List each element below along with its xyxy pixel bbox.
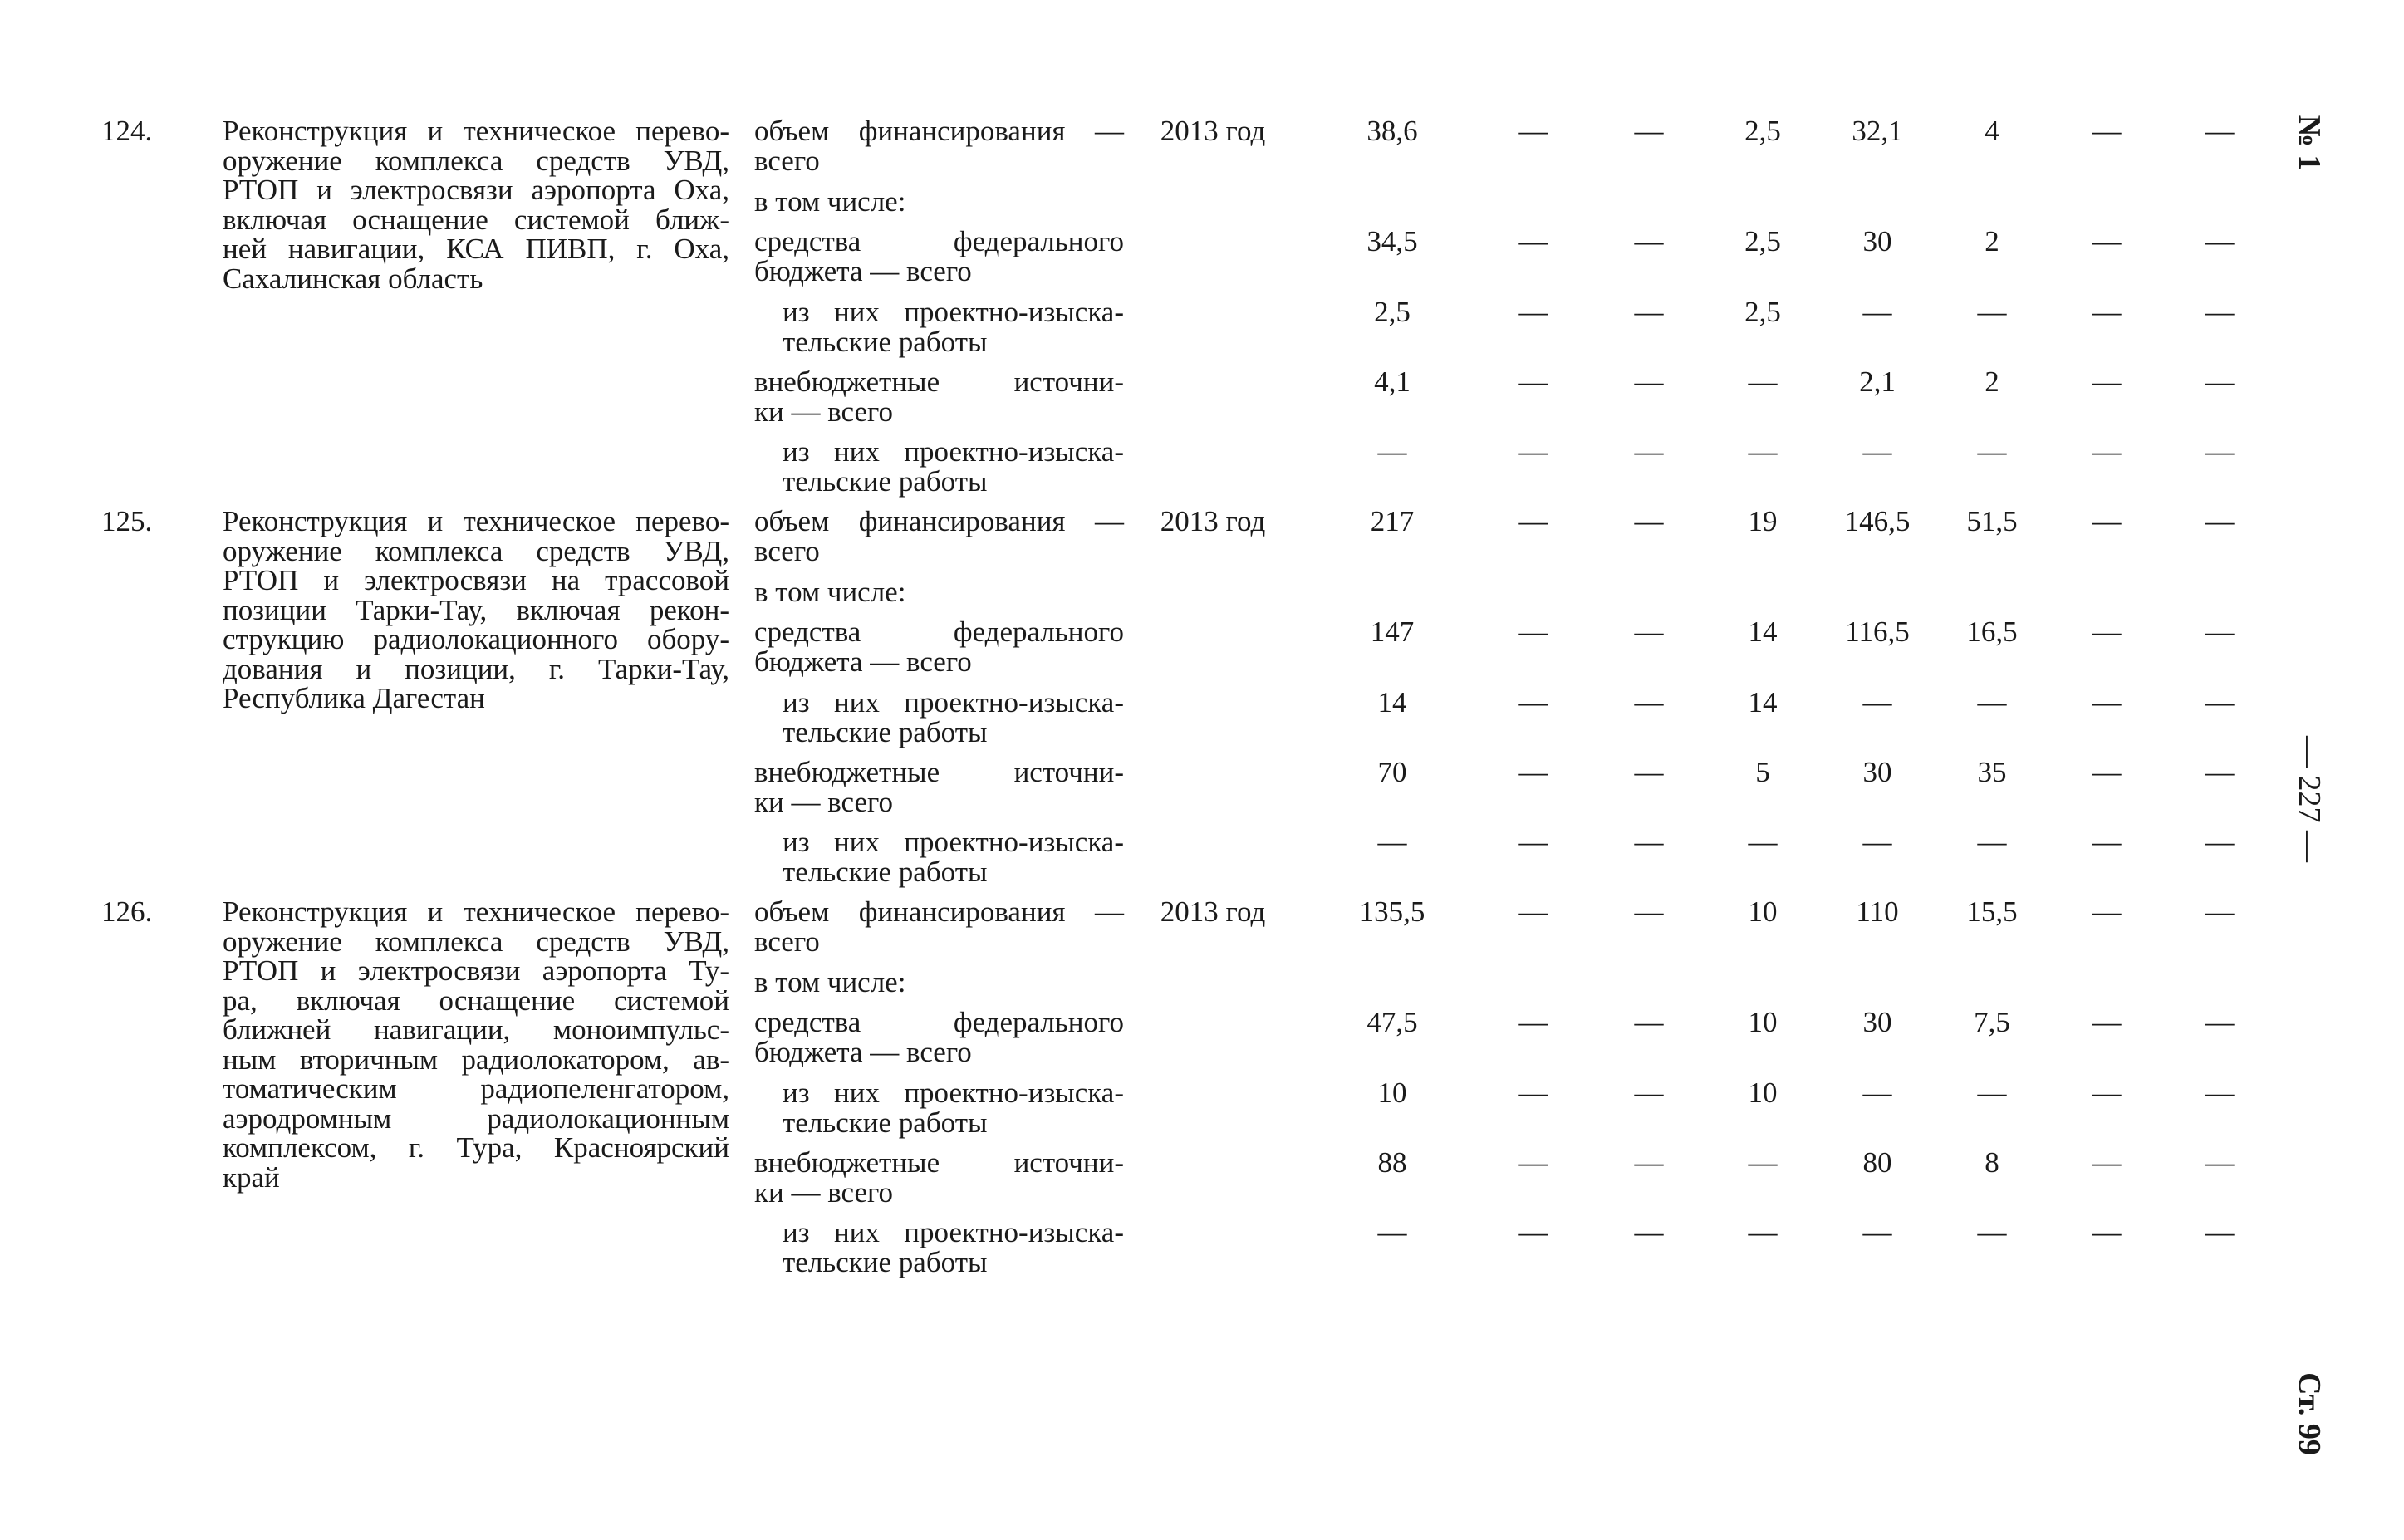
value-cell: —: [1748, 435, 1778, 468]
value-cell: —: [2205, 895, 2235, 928]
object-line: край: [223, 1160, 280, 1194]
entry-number: 125.: [101, 505, 153, 537]
value-cell: —: [1377, 826, 1407, 858]
funding-source: [754, 367, 1124, 427]
value-cell: —: [2092, 505, 2122, 537]
value-cell: —: [2092, 225, 2122, 257]
value-cell: —: [1518, 435, 1548, 468]
value-cell: —: [1634, 616, 1664, 648]
funding-source: [754, 116, 1124, 176]
funding-source-line: средства федерального: [754, 1006, 1124, 1038]
funding-source-line: тельские работы: [783, 1106, 988, 1139]
value-cell: —: [1634, 435, 1664, 468]
value-cell: 8: [1985, 1146, 1999, 1179]
value-cell: —: [2205, 616, 2235, 648]
value-cell: —: [2092, 1146, 2122, 1179]
value-cell: —: [1518, 826, 1548, 858]
object-line: комплексом, г. Тура, Красноярский: [223, 1131, 729, 1164]
value-cell: 147: [1370, 616, 1415, 648]
funding-source-line: ки — всего: [754, 395, 894, 428]
funding-source: [754, 968, 1124, 998]
value-cell: —: [1634, 296, 1664, 328]
entry-number: 126.: [101, 895, 153, 928]
value-cell: 2,5: [1744, 225, 1781, 257]
year-cell: 2013 год: [1160, 505, 1266, 537]
value-cell: 2,1: [1859, 365, 1896, 398]
value-cell: —: [2205, 1077, 2235, 1109]
value-cell: —: [1748, 365, 1778, 398]
value-cell: —: [2205, 225, 2235, 257]
funding-source: [783, 1078, 1124, 1138]
value-cell: 38,6: [1366, 115, 1418, 147]
value-cell: 15,5: [1966, 895, 2018, 928]
object-line: РТОП и электросвязи на трассовой: [223, 564, 729, 596]
funding-source-line: тельские работы: [783, 1246, 988, 1278]
value-cell: —: [1862, 296, 1892, 328]
value-cell: 14: [1748, 616, 1778, 648]
funding-source-line: тельские работы: [783, 856, 988, 888]
value-cell: —: [1518, 616, 1548, 648]
value-cell: —: [2205, 1146, 2235, 1179]
funding-source: [754, 577, 1124, 607]
value-cell: —: [1634, 1006, 1664, 1038]
funding-source-line: объем финансирования —: [754, 505, 1124, 537]
value-cell: —: [1518, 1216, 1548, 1248]
value-cell: —: [2205, 686, 2235, 719]
value-cell: —: [2092, 1077, 2122, 1109]
value-cell: —: [2092, 756, 2122, 788]
value-cell: —: [1518, 895, 1548, 928]
object-line: оружение комплекса средств УВД,: [223, 924, 729, 958]
value-cell: —: [1977, 435, 2007, 468]
funding-source-line: ки — всего: [754, 1176, 894, 1209]
object-line: томатическим радиопеленгатором,: [223, 1072, 729, 1105]
object-line: дования и позиции, г. Тарки-Тау,: [223, 652, 729, 685]
value-cell: —: [1634, 505, 1664, 537]
value-cell: —: [1977, 826, 2007, 858]
funding-source-line: из них проектно-изыска-: [783, 435, 1124, 468]
funding-source-line: из них проектно-изыска-: [783, 686, 1124, 719]
value-cell: —: [1977, 1216, 2007, 1248]
value-cell: 30: [1862, 1006, 1892, 1038]
value-cell: —: [1518, 505, 1548, 537]
value-cell: —: [2205, 115, 2235, 147]
value-cell: —: [1977, 686, 2007, 719]
value-cell: —: [2092, 826, 2122, 858]
value-cell: —: [2092, 616, 2122, 648]
value-cell: 34,5: [1366, 225, 1418, 257]
object-line: Реконструкция и техническое перево-: [223, 895, 729, 928]
object-line: РТОП и электросвязи аэропорта Ту-: [223, 954, 729, 987]
value-cell: 30: [1862, 756, 1892, 788]
funding-source-line: объем финансирования —: [754, 115, 1124, 147]
value-cell: —: [1634, 1077, 1664, 1109]
value-cell: 10: [1377, 1077, 1407, 1109]
value-cell: —: [1518, 1006, 1548, 1038]
funding-source-line: средства федерального: [754, 225, 1124, 257]
value-cell: 4,1: [1374, 365, 1411, 398]
value-cell: —: [2092, 1216, 2122, 1248]
value-cell: 10: [1748, 1006, 1778, 1038]
value-cell: 217: [1370, 505, 1415, 537]
object-description: [223, 897, 729, 1192]
funding-source: [783, 688, 1124, 748]
funding-source-line: ки — всего: [754, 786, 894, 818]
value-cell: —: [1862, 435, 1892, 468]
value-cell: —: [1518, 1077, 1548, 1109]
funding-source-line: в том числе:: [754, 966, 906, 998]
funding-source-line: из них проектно-изыска-: [783, 826, 1124, 858]
value-cell: 5: [1755, 756, 1770, 788]
issue-number: № 1: [2292, 115, 2327, 171]
object-line: позиции Тарки-Тау, включая рекон-: [223, 593, 729, 626]
value-cell: —: [1862, 1077, 1892, 1109]
value-cell: 47,5: [1366, 1006, 1418, 1038]
funding-source: [754, 1148, 1124, 1208]
value-cell: —: [2205, 505, 2235, 537]
value-cell: —: [2092, 435, 2122, 468]
value-cell: —: [1748, 826, 1778, 858]
funding-source: [754, 187, 1124, 217]
value-cell: —: [1862, 686, 1892, 719]
funding-source: [754, 507, 1124, 566]
object-line: РТОП и электросвязи аэропорта Оха,: [223, 174, 729, 206]
value-cell: —: [1518, 686, 1548, 719]
value-cell: 32,1: [1852, 115, 1903, 147]
value-cell: —: [2092, 895, 2122, 928]
value-cell: 19: [1748, 505, 1778, 537]
value-cell: —: [1518, 225, 1548, 257]
funding-source-line: тельские работы: [783, 465, 988, 498]
entry-number: 124.: [101, 115, 153, 147]
object-line: аэродромным радиолокационным: [223, 1101, 729, 1135]
value-cell: 14: [1748, 686, 1778, 719]
value-cell: —: [1377, 1216, 1407, 1248]
funding-source: [783, 297, 1124, 357]
value-cell: 16,5: [1966, 616, 2018, 648]
funding-source: [754, 897, 1124, 957]
value-cell: —: [2205, 296, 2235, 328]
object-description: [223, 116, 729, 293]
value-cell: —: [1518, 1146, 1548, 1179]
value-cell: —: [2205, 435, 2235, 468]
value-cell: —: [1377, 435, 1407, 468]
value-cell: —: [2092, 296, 2122, 328]
value-cell: —: [2092, 1006, 2122, 1038]
object-line: ным вторичным радиолокатором, ав-: [223, 1042, 729, 1076]
value-cell: —: [1634, 895, 1664, 928]
funding-source: [754, 758, 1124, 817]
value-cell: —: [1634, 756, 1664, 788]
value-cell: —: [1634, 686, 1664, 719]
funding-source: [783, 437, 1124, 497]
funding-source-line: средства федерального: [754, 616, 1124, 648]
funding-source: [783, 1218, 1124, 1278]
funding-source-line: внебюджетные источни-: [754, 1146, 1124, 1179]
value-cell: 2,5: [1744, 296, 1781, 328]
value-cell: —: [2205, 365, 2235, 398]
object-line: Реконструкция и техническое перево-: [223, 505, 729, 537]
value-cell: 2,5: [1374, 296, 1411, 328]
funding-source-line: всего: [754, 145, 820, 177]
funding-source-line: внебюджетные источни-: [754, 756, 1124, 788]
value-cell: 2,5: [1744, 115, 1781, 147]
page-number: — 227 —: [2292, 736, 2327, 862]
funding-source: [754, 227, 1124, 287]
funding-source-line: в том числе:: [754, 185, 906, 218]
value-cell: 2: [1985, 365, 1999, 398]
funding-source: [754, 1008, 1124, 1067]
funding-source-line: всего: [754, 925, 820, 958]
value-cell: 2: [1985, 225, 1999, 257]
value-cell: —: [2092, 686, 2122, 719]
value-cell: 35: [1977, 756, 2007, 788]
value-cell: —: [2205, 756, 2235, 788]
funding-source-line: бюджета — всего: [754, 255, 972, 287]
object-line: струкцию радиолокационного обору-: [223, 623, 729, 655]
value-cell: —: [2205, 1216, 2235, 1248]
funding-source-line: в том числе:: [754, 576, 906, 608]
value-cell: —: [1862, 1216, 1892, 1248]
year-cell: 2013 год: [1160, 895, 1266, 928]
object-line: Реконструкция и техническое перево-: [223, 115, 729, 147]
funding-source: [754, 617, 1124, 677]
object-line: Сахалинская область: [223, 262, 483, 295]
value-cell: 10: [1748, 1077, 1778, 1109]
value-cell: 135,5: [1359, 895, 1425, 928]
value-cell: 4: [1985, 115, 1999, 147]
funding-source-line: бюджета — всего: [754, 1036, 972, 1068]
funding-source-line: тельские работы: [783, 326, 988, 358]
value-cell: —: [1518, 296, 1548, 328]
funding-source-line: из них проектно-изыска-: [783, 296, 1124, 328]
object-line: включая оснащение системой ближ-: [223, 203, 729, 236]
funding-source-line: объем финансирования —: [754, 895, 1124, 928]
value-cell: —: [1977, 296, 2007, 328]
value-cell: 88: [1377, 1146, 1407, 1179]
value-cell: 7,5: [1974, 1006, 2010, 1038]
value-cell: —: [1977, 1077, 2007, 1109]
value-cell: —: [2092, 365, 2122, 398]
funding-source-line: внебюджетные источни-: [754, 365, 1124, 398]
value-cell: —: [2092, 115, 2122, 147]
value-cell: 146,5: [1844, 505, 1911, 537]
funding-source-line: тельские работы: [783, 716, 988, 748]
year-cell: 2013 год: [1160, 115, 1266, 147]
article-number: Ст. 99: [2292, 1372, 2327, 1455]
value-cell: —: [1634, 115, 1664, 147]
value-cell: 116,5: [1845, 616, 1910, 648]
value-cell: —: [1634, 1216, 1664, 1248]
object-line: оружение комплекса средств УВД,: [223, 534, 729, 567]
value-cell: —: [2205, 1006, 2235, 1038]
object-line: оружение комплекса средств УВД,: [223, 144, 729, 177]
value-cell: 110: [1856, 895, 1899, 928]
value-cell: —: [1634, 1146, 1664, 1179]
value-cell: —: [1634, 225, 1664, 257]
value-cell: 80: [1862, 1146, 1892, 1179]
value-cell: —: [2205, 826, 2235, 858]
object-line: ра, включая оснащение системой: [223, 983, 729, 1017]
funding-source-line: из них проектно-изыска-: [783, 1077, 1124, 1109]
value-cell: 70: [1377, 756, 1407, 788]
value-cell: 51,5: [1966, 505, 2018, 537]
object-line: ней навигации, КСА ПИВП, г. Оха,: [223, 233, 729, 265]
funding-source-line: всего: [754, 535, 820, 567]
value-cell: 14: [1377, 686, 1407, 719]
object-line: Республика Дагестан: [223, 682, 485, 714]
value-cell: 30: [1862, 225, 1892, 257]
object-line: ближней навигации, моноимпульс-: [223, 1013, 729, 1046]
funding-source: [783, 827, 1124, 887]
value-cell: —: [1748, 1216, 1778, 1248]
funding-source-line: из них проектно-изыска-: [783, 1216, 1124, 1248]
value-cell: 10: [1748, 895, 1778, 928]
value-cell: —: [1518, 115, 1548, 147]
value-cell: —: [1518, 365, 1548, 398]
object-description: [223, 507, 729, 714]
value-cell: —: [1748, 1146, 1778, 1179]
value-cell: —: [1634, 365, 1664, 398]
value-cell: —: [1518, 756, 1548, 788]
funding-source-line: бюджета — всего: [754, 645, 972, 678]
value-cell: —: [1634, 826, 1664, 858]
value-cell: —: [1862, 826, 1892, 858]
